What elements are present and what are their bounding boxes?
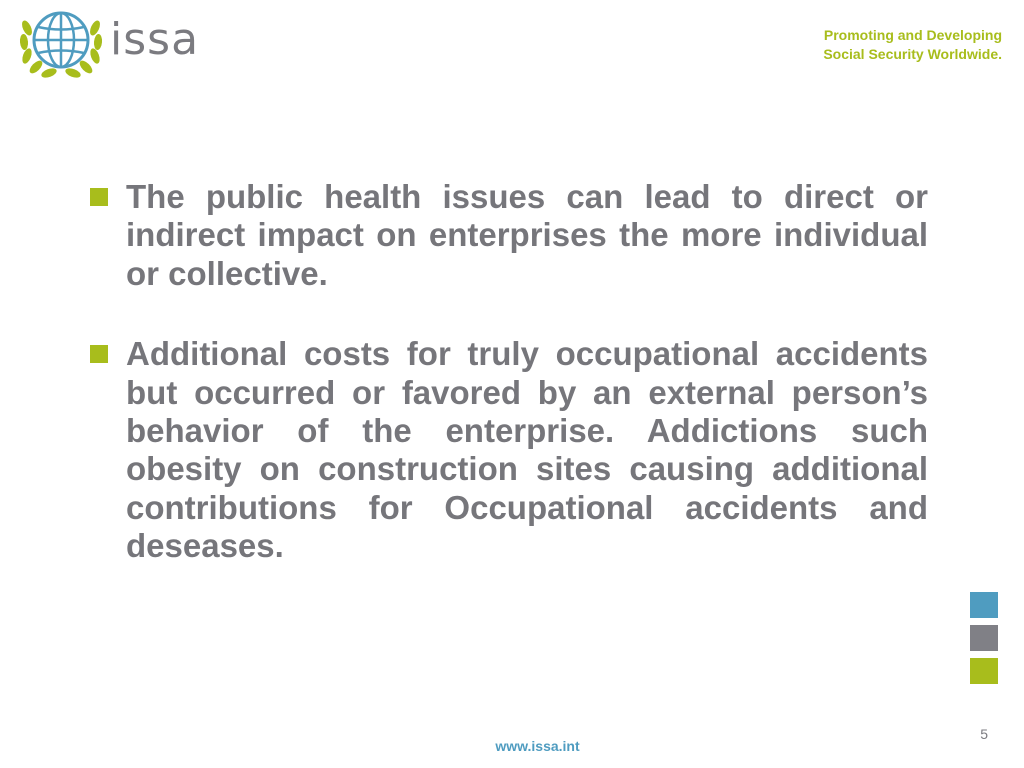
blue-square-icon [970, 592, 998, 618]
bullet-item [90, 335, 928, 565]
square-bullet-icon [90, 345, 108, 363]
tagline-line-2: Social Security Worldwide. [823, 46, 1002, 62]
bullet-text: Additional costs for truly occupational accidents but occurred or favored by an external person’s behavior of the enterprise. Addictions such obesity on construction sites causing additional contributions for Occupational accidents and deseases. [126, 335, 928, 565]
page-number: 5 [980, 726, 988, 742]
slide-content [90, 178, 928, 566]
issa-logo [18, 6, 199, 80]
tagline-line-1: Promoting and Developing [823, 27, 1002, 43]
bullet-text: The public health issues can lead to direct or indirect impact on enterprises the more individual or collective. [126, 178, 928, 292]
globe-laurel-icon [18, 6, 104, 80]
square-bullet-icon [90, 188, 108, 206]
gray-square-icon [970, 625, 998, 651]
logo-wordmark: issa [110, 14, 200, 65]
green-square-icon [970, 658, 998, 684]
tagline [823, 26, 1002, 64]
decorative-squares [970, 592, 998, 691]
footer-url: www.issa.int [495, 738, 580, 754]
bullet-item [90, 178, 928, 293]
